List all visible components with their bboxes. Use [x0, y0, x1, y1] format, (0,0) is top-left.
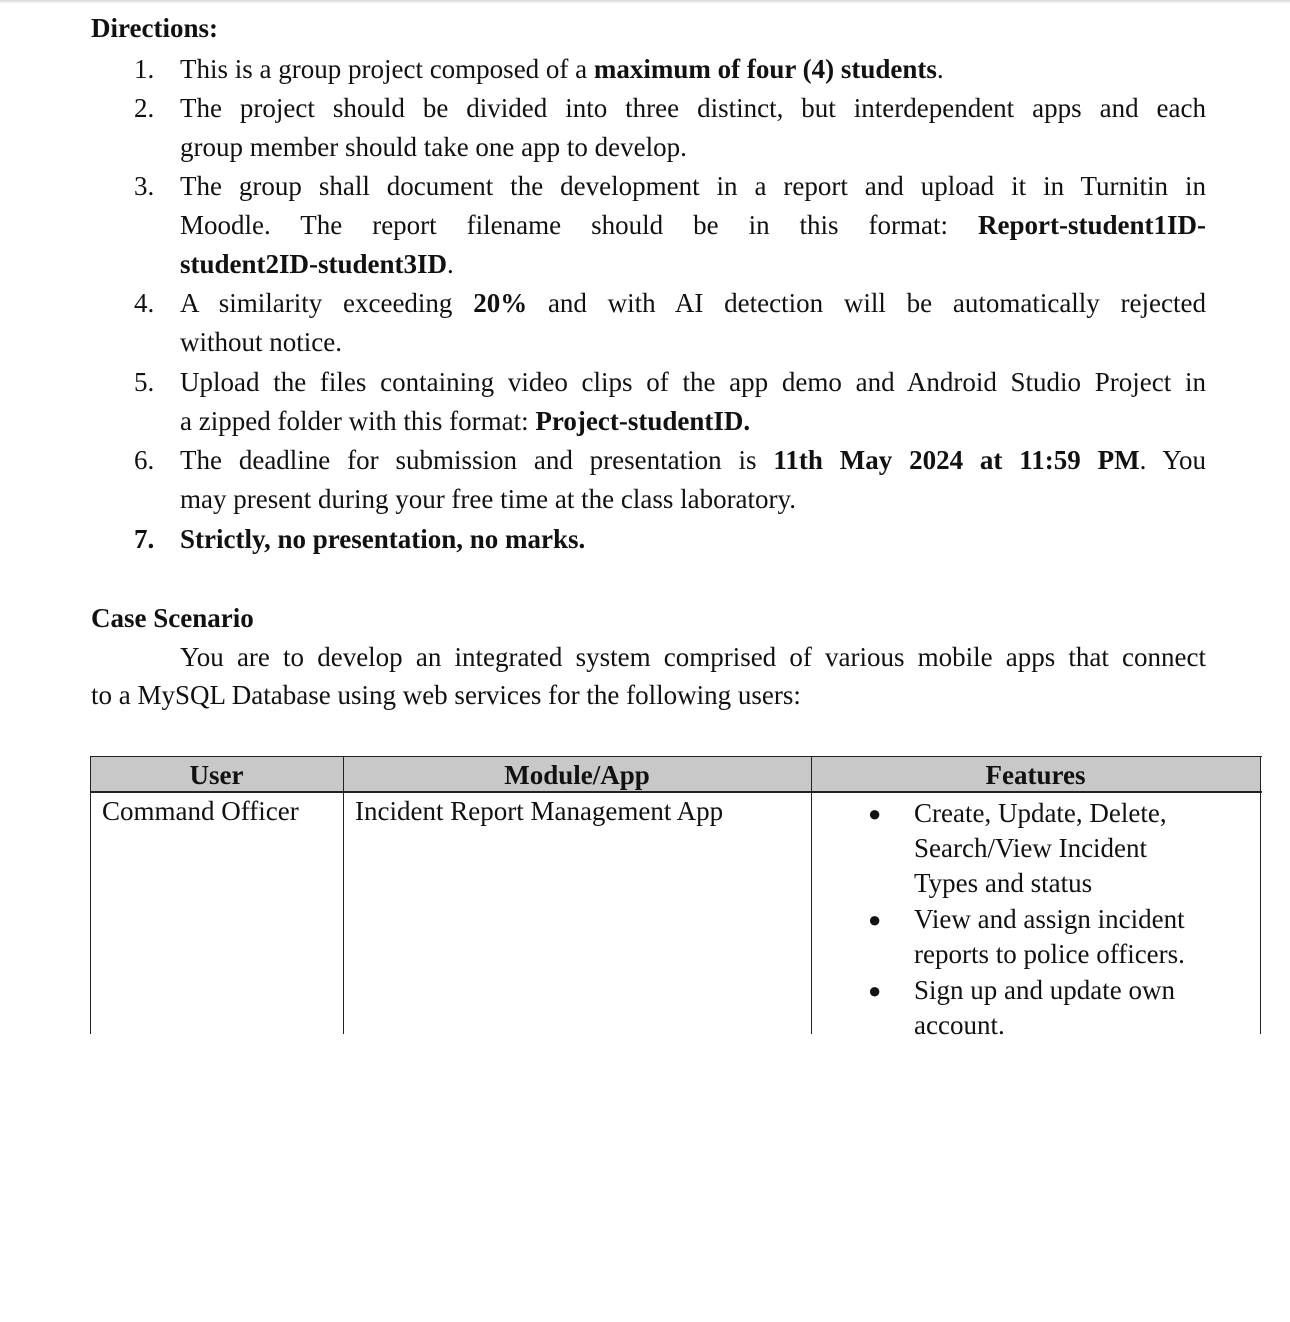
table-column-divider-2: [811, 756, 812, 1034]
header-features: Features: [985, 760, 1086, 790]
direction-line: [180, 128, 1206, 167]
text: may present during your free time at the class laboratory.: [180, 484, 797, 514]
direction-line: [180, 480, 1206, 519]
feature-text: Search/View Incident: [914, 833, 1148, 863]
table-column-divider-1: [343, 756, 344, 1034]
text: This is a group project composed of a: [180, 54, 594, 84]
direction-number: 5.: [134, 367, 155, 397]
bold-text: maximum of four (4) students: [593, 54, 937, 84]
feature-text: Types and status: [914, 868, 1093, 898]
direction-number: 3.: [134, 171, 155, 201]
table-border-top: [90, 756, 1262, 757]
cell-user: Command Officer: [102, 796, 299, 826]
text: and with AI detection will be automatically rejected: [527, 288, 1206, 318]
direction-line: [180, 50, 1206, 89]
direction-line: [180, 89, 1206, 128]
text: a zipped folder with this format:: [180, 406, 536, 436]
direction-line: [180, 323, 1206, 362]
direction-number: 6.: [134, 445, 155, 475]
bold-text: Strictly, no presentation, no marks.: [180, 524, 586, 554]
feature-text: Sign up and update own: [914, 975, 1175, 1005]
text: The project should be divided into three distinct, but interdependent apps and each: [180, 93, 1206, 123]
users-table: [90, 756, 1262, 1040]
direction-line: [180, 441, 1206, 480]
bold-text: student2ID-student3ID: [180, 249, 448, 279]
cell-module-app: Incident Report Management App: [355, 796, 724, 826]
feature-text: account.: [914, 1010, 1005, 1040]
bullet-icon: ●: [868, 907, 882, 932]
direction-line: [180, 363, 1206, 402]
case-scenario-text-line-1: You are to develop an integrated system comprised of various mobile apps that connect: [180, 642, 1206, 672]
text: The group shall document the development in a report and upload it in Turnitin in: [180, 171, 1206, 201]
feature-text: View and assign incident: [914, 904, 1185, 934]
bullet-icon: ●: [868, 801, 882, 826]
page-top-shadow: [0, 0, 1290, 4]
direction-line: [180, 245, 1206, 284]
text: .: [936, 54, 944, 84]
bullet-icon: ●: [868, 978, 882, 1003]
header-module-app: Module/App: [504, 760, 650, 790]
bold-text: 11th May 2024 at 11:59 PM: [773, 445, 1140, 475]
table-border-right: [1260, 756, 1261, 1034]
direction-line: [180, 206, 1206, 245]
header-user: User: [189, 760, 244, 790]
case-scenario-text-line-2: to a MySQL Database using web services for the following users:: [91, 680, 801, 710]
text: Moodle. The report filename should be in this format:: [180, 210, 979, 240]
text: group member should take one app to develop.: [180, 132, 687, 162]
text: Upload the files containing video clips of the app demo and Android Studio Project in: [180, 367, 1206, 397]
text: without notice.: [180, 327, 342, 357]
directions-heading: Directions:: [91, 13, 218, 43]
bold-text: Report-student1ID-: [978, 210, 1206, 240]
case-scenario-heading: Case Scenario: [91, 603, 254, 633]
direction-number: 2.: [134, 93, 155, 123]
text: .: [447, 249, 454, 279]
text: The deadline for submission and presentation is: [180, 445, 774, 475]
bold-text: 20%: [473, 288, 528, 318]
direction-number: 1.: [134, 54, 155, 84]
text: A similarity exceeding: [180, 288, 474, 318]
direction-line: [180, 402, 1206, 441]
direction-line: [180, 167, 1206, 206]
bold-text: Project-studentID.: [535, 406, 751, 436]
direction-line: [180, 284, 1206, 323]
direction-line: [180, 520, 1206, 559]
direction-number: 4.: [134, 288, 155, 318]
table-border-left: [90, 756, 91, 1034]
feature-text: Create, Update, Delete,: [914, 798, 1167, 828]
text: . You: [1139, 445, 1206, 475]
direction-number: 7.: [134, 524, 155, 554]
feature-text: reports to police officers.: [914, 939, 1185, 969]
